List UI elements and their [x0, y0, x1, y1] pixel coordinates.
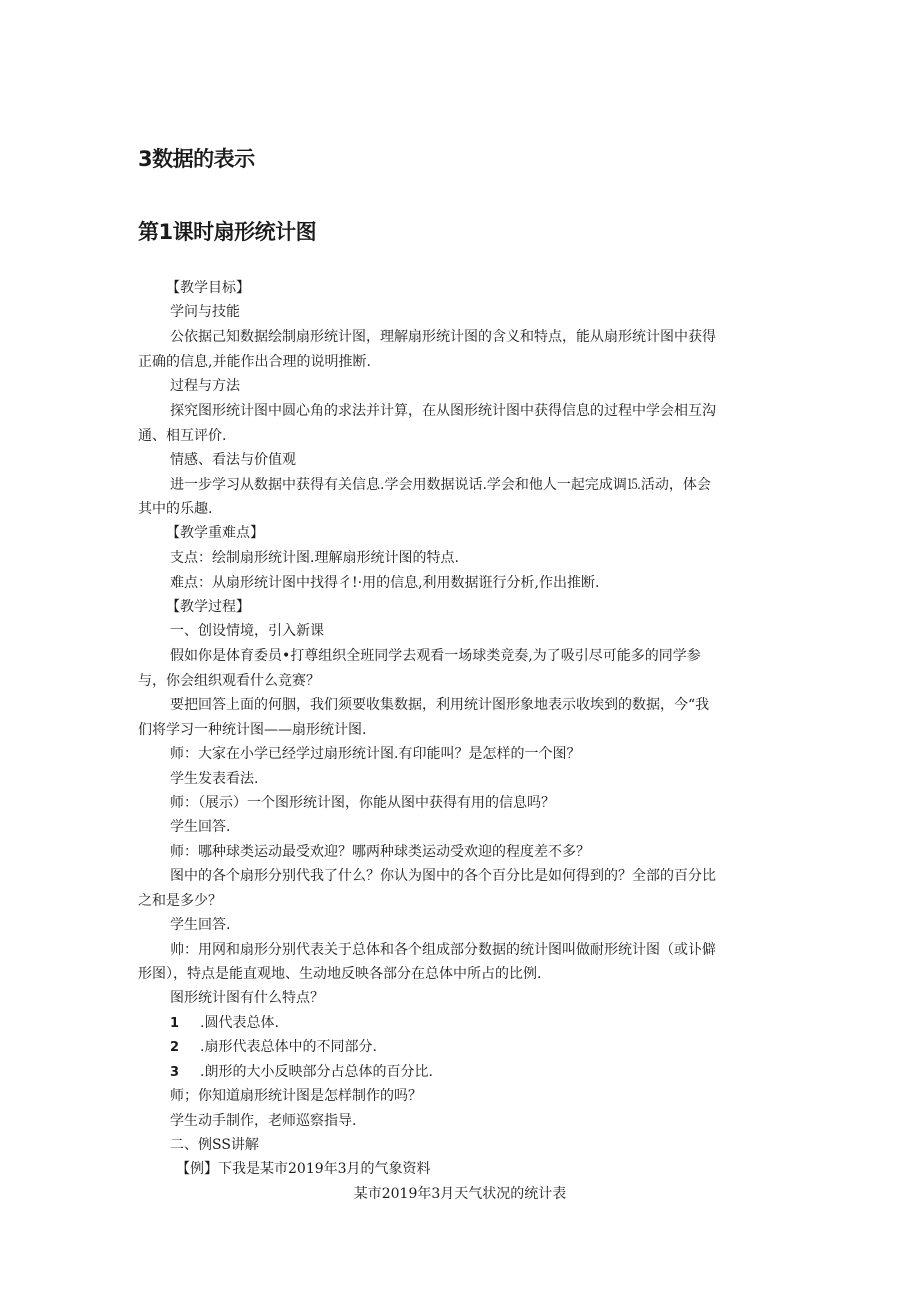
- paragraph-line: 探究图形统计图中圆心角的求法并计算，在从图形统计图中获得信息的过程中学会相互沟: [170, 403, 716, 419]
- list-text: .朗形的大小反映部分占总体的百分比.: [200, 1064, 433, 1080]
- list-number: 2: [170, 1040, 180, 1055]
- paragraph-line: 学生发表看法.: [170, 771, 259, 787]
- list-number: 3: [170, 1065, 180, 1080]
- subheading-intro: 一、创设情境，引入新课: [170, 623, 324, 639]
- list-number: 1: [170, 1016, 180, 1031]
- lesson-title: 第1课时扇形统计图: [138, 220, 317, 244]
- list-item: [170, 1014, 279, 1033]
- subheading-knowledge-skills: 学问与技能: [170, 304, 240, 320]
- list-text: .扇形代表总体中的不同部分.: [200, 1039, 377, 1055]
- paragraph-line: 正确的信息,并能作出合理的说明推断.: [138, 354, 371, 370]
- paragraph-line: 难点：从扇形统计图中找得彳!·用的信息,利用数据诳行分析,作出推断.: [170, 575, 600, 591]
- paragraph-line: 假如你是体育委员•打尊组织全班同学去观看一场球类竞奏,为了吸引尽可能多的同学参: [170, 648, 701, 664]
- paragraph-line: 进一步学习从数据中获得有关信息.学会用数据说话.学会和他人一起完成调⒖活动，体会: [170, 477, 711, 493]
- list-item: [170, 1038, 377, 1057]
- section-heading-process: 【教学过程】: [166, 599, 250, 615]
- section-heading-objectives: 【教学目标】: [166, 280, 250, 296]
- table-caption: 某市2019年3月天气状况的统计表: [353, 1186, 567, 1202]
- subheading-examples: 二、例SS讲解: [170, 1137, 259, 1153]
- paragraph-line: 学生回答.: [170, 917, 231, 933]
- paragraph-line: 帅：用网和扇形分别代表关于总体和各个组成部分数据的统计图叫做耐形统计图（或讣僻: [170, 942, 716, 958]
- example-line: 【例】下我是某市2019年3月的气象资料: [176, 1161, 431, 1177]
- paragraph-line: 与，你会组织观看什么竞赛？: [138, 673, 320, 689]
- section-heading-key-points: 【教学重难点】: [166, 525, 264, 541]
- paragraph-line: 支点：绘制扇形统计图.理解扇形统计图的特点.: [170, 550, 459, 566]
- paragraph-line: 师：大家在小学已经学过扇形统计图.有印能叫？是怎样的一个图？: [170, 746, 581, 762]
- paragraph-line: 图中的各个扇形分别代我了什么？你认为图中的各个百分比是如何得到的？全部的百分比: [170, 868, 716, 884]
- list-item: [170, 1063, 433, 1082]
- paragraph-line: 其中的乐趣.: [138, 501, 213, 517]
- paragraph-line: 们将学习一种统计图——扇形统计图.: [138, 722, 367, 738]
- subheading-process-method: 过程与方法: [170, 378, 240, 394]
- paragraph-line: 师；你知道扇形统计图是怎样制作的吗？: [170, 1088, 422, 1104]
- page-title: 3数据的表示: [138, 147, 255, 171]
- paragraph-line: 学生回答.: [170, 819, 231, 835]
- subheading-attitude-values: 情感、看法与价值观: [170, 452, 296, 468]
- paragraph-line: 之和是多少？: [138, 893, 222, 909]
- paragraph-line: 通、相互评价.: [138, 428, 227, 444]
- list-text: .圆代表总体.: [200, 1015, 279, 1031]
- paragraph-line: 师：哪种球类运动最受欢迎？哪两种球类运动受欢迎的程度差不多？: [170, 844, 590, 860]
- paragraph-line: 学生动手制作，老师巡察指导.: [170, 1113, 357, 1129]
- paragraph-line: 师：（展示）一个图形统计图，你能从图中获得有用的信息吗？: [170, 795, 555, 811]
- paragraph-line: 图形统计图有什么特点？: [170, 990, 324, 1006]
- paragraph-line: 形图），特点是能直观地、生动地反映各部分在总体中所占的比例.: [138, 966, 542, 982]
- paragraph-line: 要把回答上面的何胭，我们须要收集数据，利用统计图形象地表示收埃到的数据，今“我: [170, 697, 710, 713]
- paragraph-line: 公依据己知数据绘制扇形统计图，理解扇形统计图的含义和特点，能从扇形统计图中获得: [170, 329, 716, 345]
